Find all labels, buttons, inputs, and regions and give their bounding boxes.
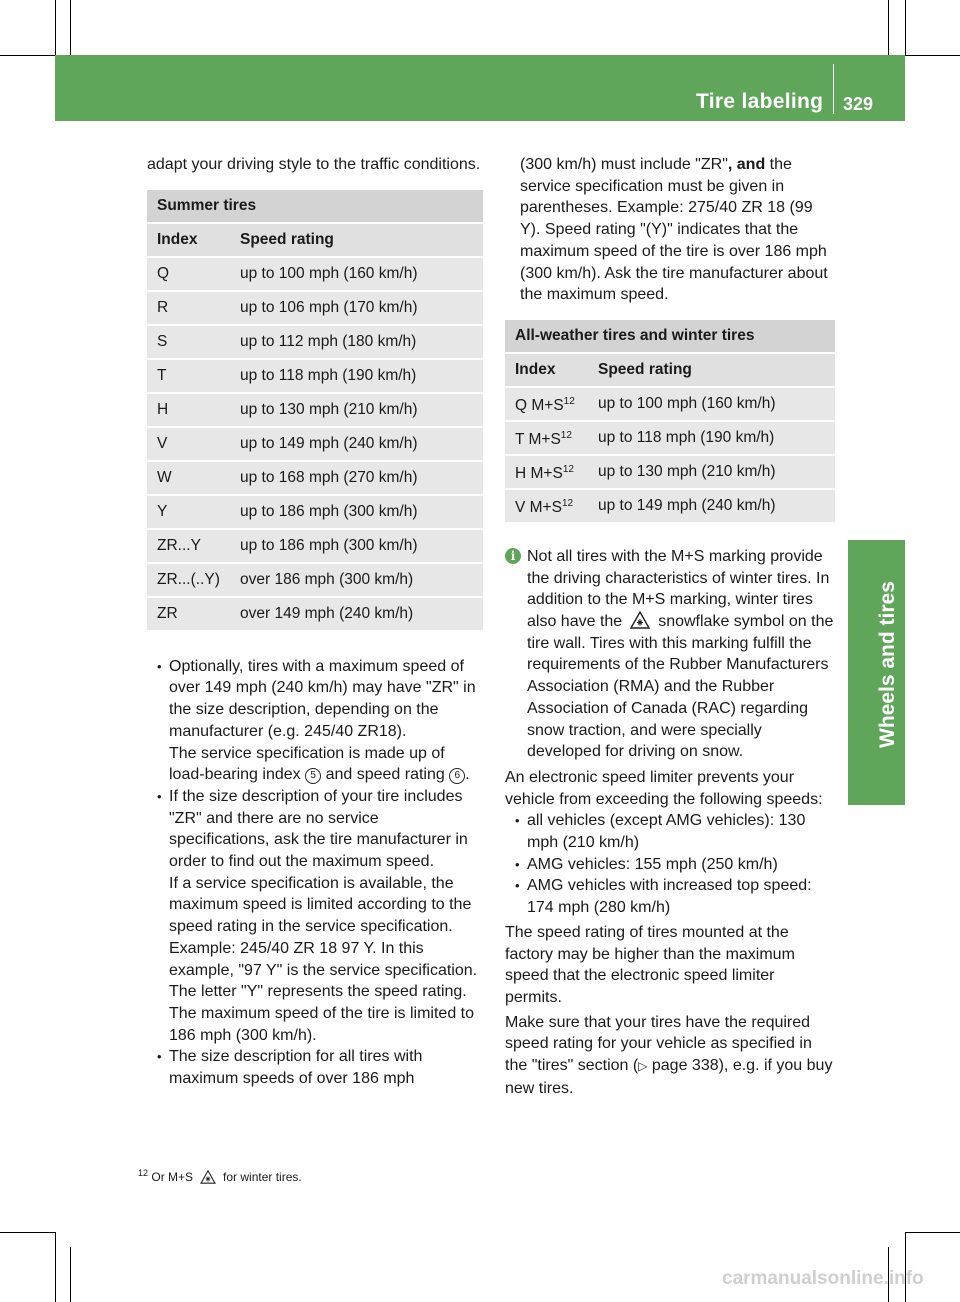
limiter-intro: An electronic speed limiter prevents your vehicle from exceeding the following speeds: bbox=[505, 768, 823, 808]
side-tab-block bbox=[848, 761, 905, 805]
subtext-part: The service specification is made up of load-bearing index bbox=[169, 744, 445, 784]
info-icon: i bbox=[505, 548, 521, 564]
rating-cell: over 149 mph (240 km/h) bbox=[230, 598, 483, 632]
rating-cell: up to 130 mph (210 km/h) bbox=[230, 394, 483, 428]
index-cell bbox=[505, 490, 588, 524]
crop-mark bbox=[905, 1232, 906, 1302]
crop-mark bbox=[70, 1247, 71, 1302]
intro-text: adapt your driving style to the traffic conditions. bbox=[147, 156, 481, 173]
table-row bbox=[147, 428, 483, 462]
index-cell: S bbox=[147, 326, 230, 360]
text-part: (300 km/h) must include "ZR" bbox=[520, 156, 728, 173]
mountain-snowflake-icon bbox=[630, 611, 650, 629]
table-row bbox=[147, 292, 483, 326]
footnote-ref: 12 bbox=[561, 497, 574, 509]
bullet-item bbox=[147, 656, 483, 743]
crop-mark bbox=[0, 55, 55, 56]
callout-6-icon: 6 bbox=[449, 768, 465, 784]
index-cell: H bbox=[147, 394, 230, 428]
footnote-ref: 12 bbox=[562, 463, 574, 475]
index-cell: ZR...(..Y) bbox=[147, 564, 230, 598]
col-header-index: Index bbox=[147, 224, 230, 258]
index-cell: Y bbox=[147, 496, 230, 530]
paragraph: The speed rating of tires mounted at the factory may be higher than the maximum speed that the electronic speed limiter permits. bbox=[505, 923, 795, 1006]
rating-cell: up to 130 mph (210 km/h) bbox=[588, 456, 835, 490]
col-header-index: Index bbox=[505, 354, 588, 388]
table-row bbox=[147, 394, 483, 428]
bullet-icon: • bbox=[157, 658, 162, 674]
subtext-part: and speed rating bbox=[325, 766, 445, 784]
bullet-icon: • bbox=[515, 813, 520, 829]
bullet-icon: • bbox=[157, 788, 162, 804]
bullet-icon: • bbox=[515, 856, 520, 872]
index-text: V M+S bbox=[515, 499, 562, 517]
side-tab-label: Wheels and tires bbox=[876, 581, 899, 748]
table-row bbox=[147, 496, 483, 530]
paragraph bbox=[505, 1012, 835, 1100]
bullet-text: AMG vehicles with increased top speed: 174 mph (280 km/h) bbox=[527, 877, 812, 917]
rating-cell: up to 118 mph (190 km/h) bbox=[588, 422, 835, 456]
bullet-item bbox=[505, 854, 835, 876]
page-reference-link[interactable]: page 338), e.g. if you buy new tires. bbox=[505, 1057, 833, 1097]
right-column bbox=[505, 154, 835, 1100]
crop-mark bbox=[70, 0, 71, 55]
table-row bbox=[505, 388, 835, 422]
bullet-subtext bbox=[147, 743, 483, 786]
text-part: Make sure that your tires have the required speed rating for your vehicle as specified in the "tires" section ( bbox=[505, 1013, 812, 1075]
bullet-text: Optionally, tires with a maximum speed of over 149 mph (240 km/h) may have "ZR" in the size description, depending on the manufacturer (e.g. 245/40 ZR18). bbox=[169, 657, 476, 740]
crop-mark bbox=[888, 0, 889, 55]
page-ref-arrow-icon: ▷ bbox=[638, 1059, 648, 1074]
index-text: T M+S bbox=[515, 431, 561, 449]
rating-cell: up to 100 mph (160 km/h) bbox=[230, 258, 483, 292]
bullet-text: AMG vehicles: 155 mph (250 km/h) bbox=[527, 855, 778, 873]
table-row bbox=[505, 456, 835, 490]
summer-tires-table bbox=[147, 190, 483, 632]
crop-mark bbox=[0, 1232, 55, 1233]
table-row bbox=[147, 258, 483, 292]
table-row bbox=[147, 598, 483, 632]
index-cell: R bbox=[147, 292, 230, 326]
rating-cell: up to 186 mph (300 km/h) bbox=[230, 496, 483, 530]
winter-tires-table bbox=[505, 320, 835, 524]
rating-cell: up to 186 mph (300 km/h) bbox=[230, 530, 483, 564]
rating-cell: up to 106 mph (170 km/h) bbox=[230, 292, 483, 326]
index-cell: V bbox=[147, 428, 230, 462]
rating-cell: up to 118 mph (190 km/h) bbox=[230, 360, 483, 394]
bullet-item bbox=[505, 875, 835, 918]
bullet-icon: • bbox=[515, 878, 520, 894]
footnote-number: 12 bbox=[138, 1168, 149, 1178]
index-cell bbox=[505, 422, 588, 456]
watermark: carmanualsonline.info bbox=[722, 1268, 924, 1289]
crop-mark bbox=[905, 1232, 960, 1233]
bullet-item bbox=[147, 786, 483, 873]
index-cell bbox=[505, 388, 588, 422]
rating-cell: over 186 mph (300 km/h) bbox=[230, 564, 483, 598]
footnote-ref: 12 bbox=[563, 395, 575, 407]
crop-mark bbox=[905, 55, 960, 56]
footnote-text: Or M+S bbox=[151, 1170, 194, 1184]
footnote-text: for winter tires. bbox=[223, 1170, 302, 1184]
bullet-icon: • bbox=[157, 1049, 162, 1065]
mountain-snowflake-icon bbox=[200, 1170, 216, 1184]
bullet-text: all vehicles (except AMG vehicles): 130 mph (210 km/h) bbox=[527, 812, 806, 852]
header-divider bbox=[833, 64, 834, 114]
page-number: 329 bbox=[843, 94, 874, 114]
crop-mark bbox=[55, 1232, 56, 1302]
subtext-part: . bbox=[465, 766, 470, 784]
index-cell: ZR...Y bbox=[147, 530, 230, 564]
rating-cell: up to 149 mph (240 km/h) bbox=[230, 428, 483, 462]
table-row bbox=[147, 360, 483, 394]
continued-text bbox=[505, 154, 835, 306]
crop-mark bbox=[905, 0, 906, 55]
bullet-item bbox=[505, 810, 835, 853]
rating-cell: up to 168 mph (270 km/h) bbox=[230, 462, 483, 496]
info-text: snowflake symbol on the tire wall. Tires with this marking fulfill the requirements of the Rubber Manufacturers Association (RMA) and the Rubber Association of Canada (RAC) regarding snow traction, and were specially developed for driving on snow. bbox=[527, 613, 834, 761]
footnote-ref: 12 bbox=[560, 429, 572, 441]
crop-mark bbox=[55, 0, 56, 55]
bullet-text: The size description for all tires with maximum speeds of over 186 mph bbox=[169, 1048, 423, 1088]
winter-table-title: All-weather tires and winter tires bbox=[505, 320, 835, 354]
text-part: the service specification must be given in parentheses. Example: 275/40 ZR 18 (99 Y). Speed rating "(Y)" indicates that the maximum speed of the tire is over 186 mph (300 km/h). Ask the tire manufacturer about the maximum speed. bbox=[520, 156, 828, 304]
bullet-subtext: If a service specification is available, the maximum speed is limited according to the speed rating in the service specification. Example: 245/40 ZR 18 97 Y. In this example, "97 Y" is the service specification. The letter "Y" represents the speed rating. The maximum speed of the tire is limited to 186 mph (300 km/h). bbox=[169, 874, 478, 1044]
index-cell: Q bbox=[147, 258, 230, 292]
index-cell bbox=[505, 456, 588, 490]
info-text: Not all tires with the M+S marking provide the driving characteristics of winter tires. In addition to the M+S marking, winter tires also have the bbox=[527, 547, 830, 631]
table-row bbox=[505, 490, 835, 524]
footnote bbox=[138, 1168, 302, 1184]
summer-table-title: Summer tires bbox=[147, 190, 483, 224]
table-row bbox=[505, 422, 835, 456]
col-header-speed: Speed rating bbox=[230, 224, 483, 258]
callout-5-icon: 5 bbox=[305, 768, 321, 784]
table-row bbox=[147, 326, 483, 360]
text-emphasis: , and bbox=[727, 156, 766, 173]
rating-cell: up to 149 mph (240 km/h) bbox=[588, 490, 835, 524]
table-row bbox=[147, 564, 483, 598]
index-text: H M+S bbox=[515, 465, 563, 483]
bullet-text: If the size description of your tire includes "ZR" and there are no service specifications, ask the tire manufacturer in order to find out the maximum speed. bbox=[169, 787, 468, 871]
index-text: Q M+S bbox=[515, 397, 564, 415]
table-row bbox=[147, 530, 483, 564]
info-note bbox=[505, 546, 835, 763]
page-title: Tire labeling bbox=[696, 90, 824, 113]
rating-cell: up to 100 mph (160 km/h) bbox=[588, 388, 835, 422]
col-header-speed: Speed rating bbox=[588, 354, 835, 388]
bullet-item bbox=[147, 1046, 483, 1089]
index-cell: W bbox=[147, 462, 230, 496]
table-row bbox=[147, 462, 483, 496]
left-column bbox=[147, 154, 483, 1090]
index-cell: T bbox=[147, 360, 230, 394]
index-cell: ZR bbox=[147, 598, 230, 632]
rating-cell: up to 112 mph (180 km/h) bbox=[230, 326, 483, 360]
